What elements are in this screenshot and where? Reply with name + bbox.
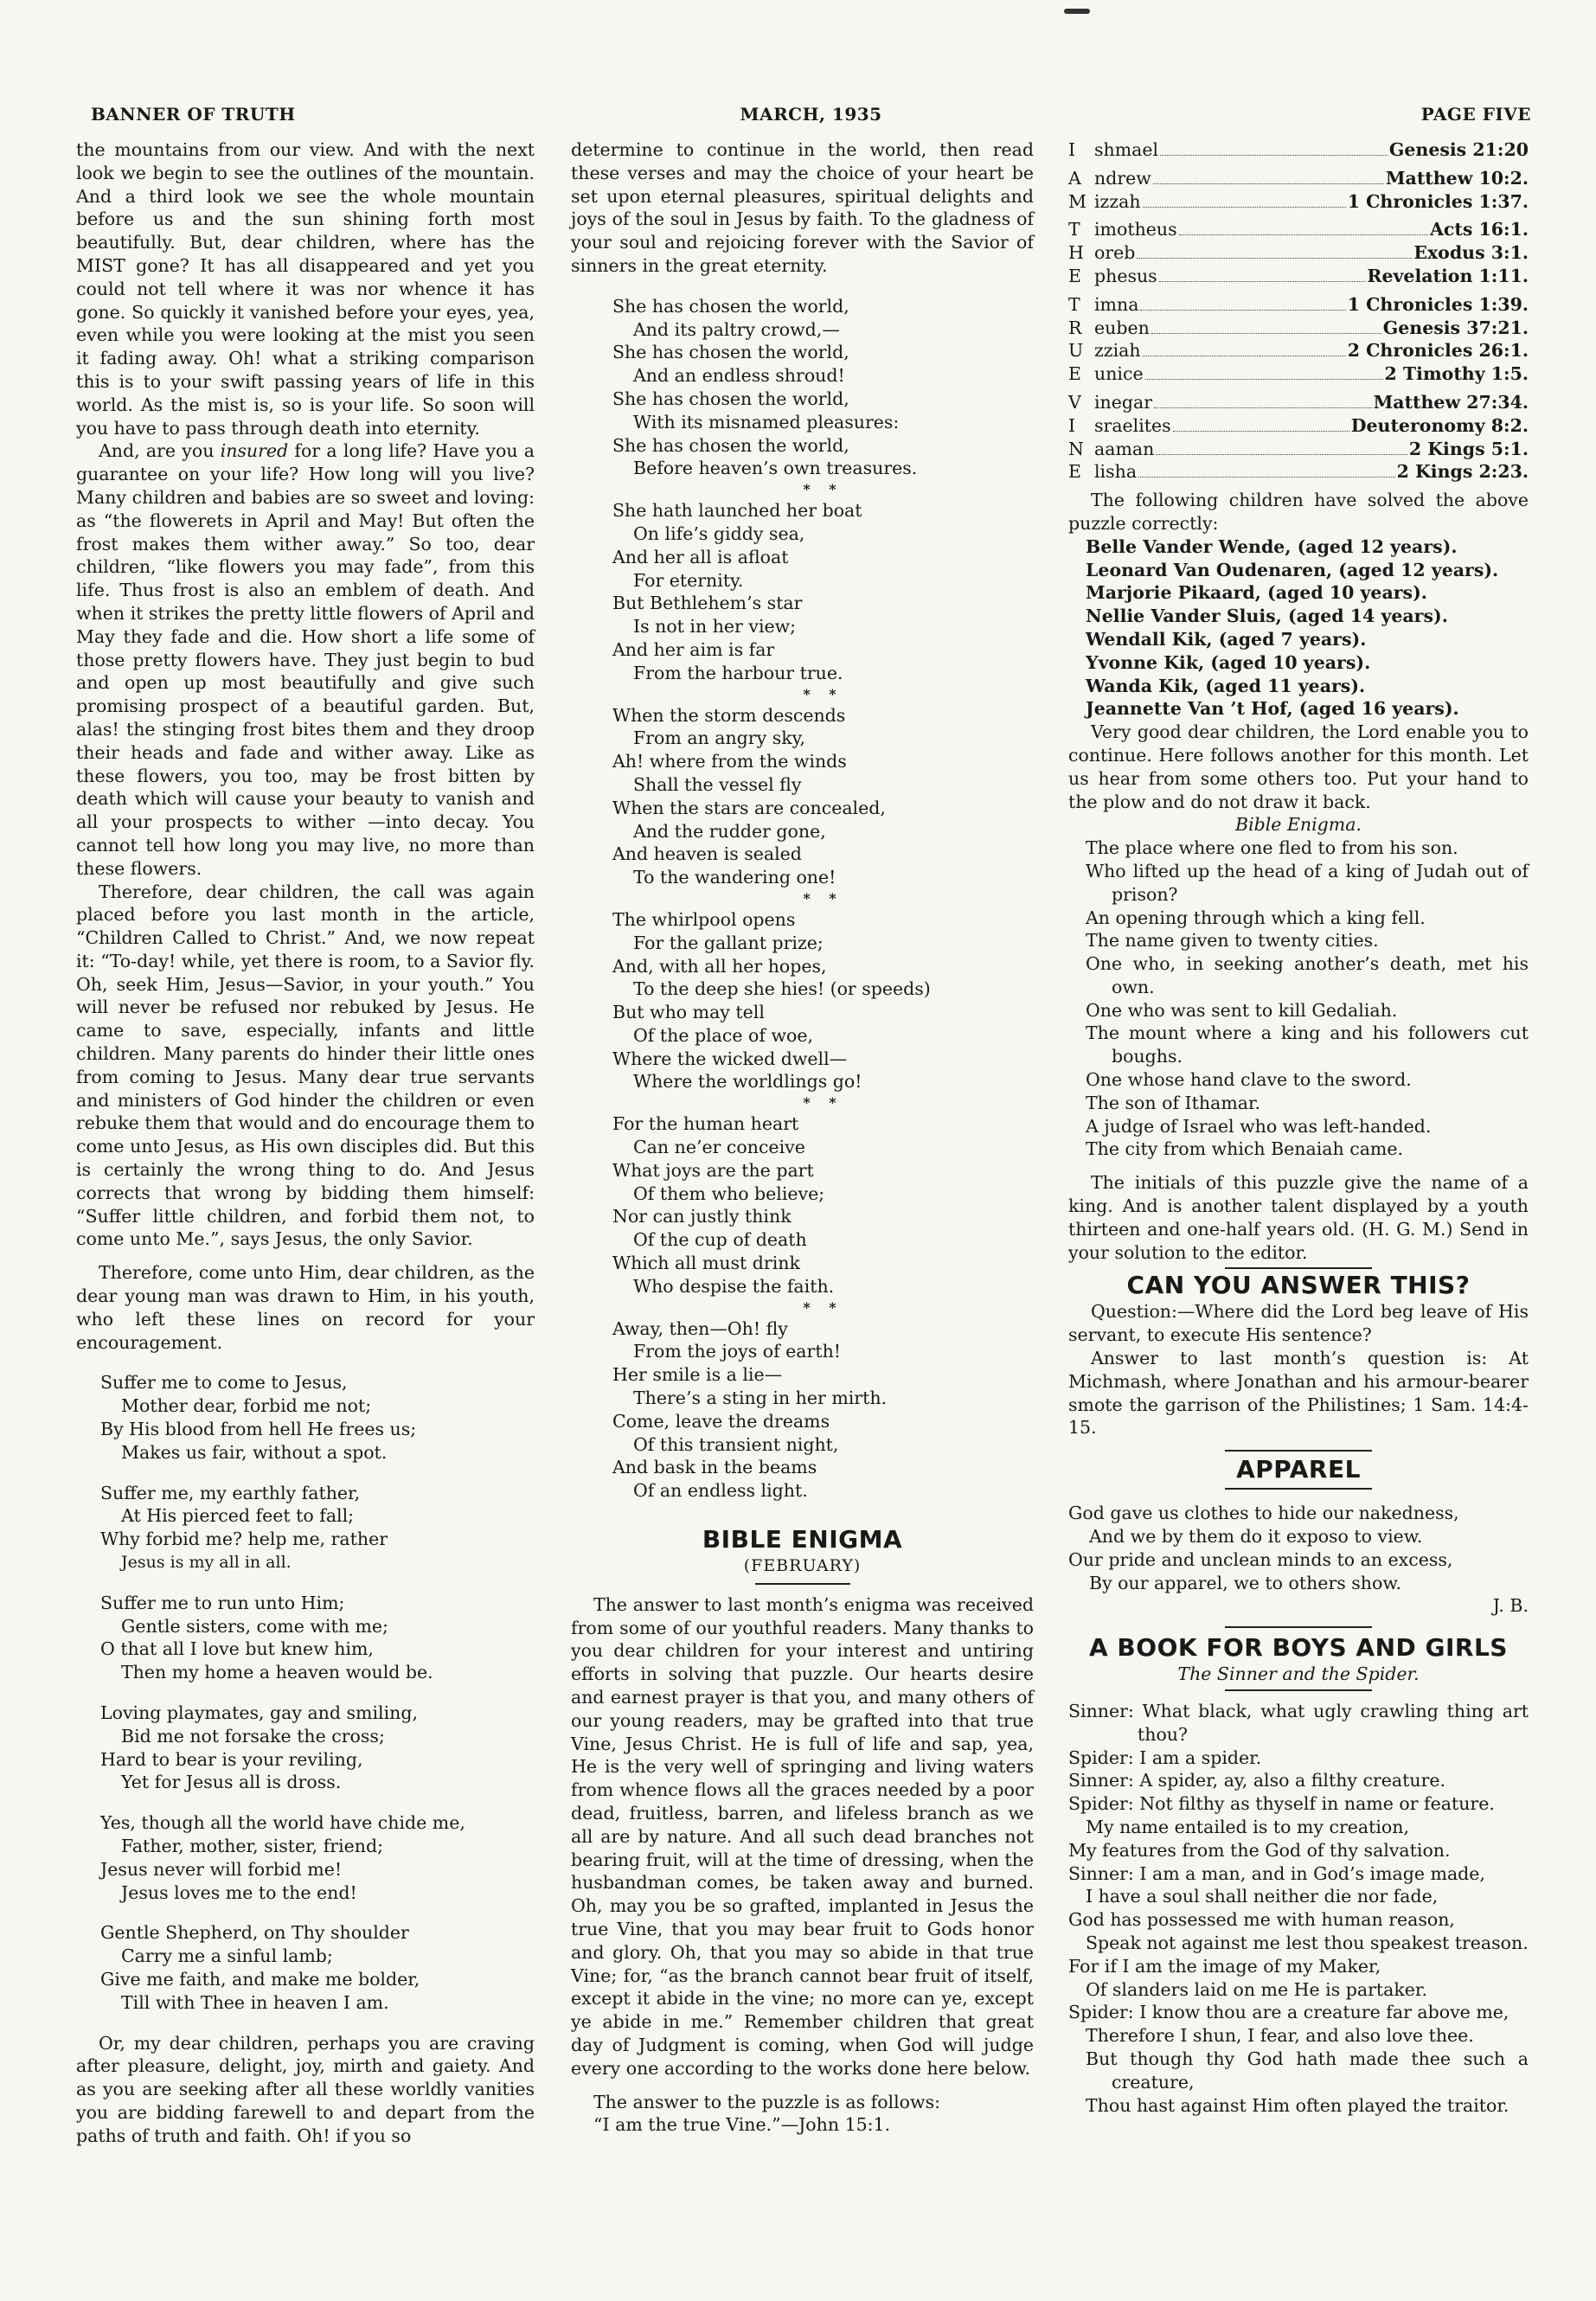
poem-line: Which all must drink <box>612 1253 800 1274</box>
answer-word: sraelites <box>1094 414 1171 436</box>
initial-letter: E <box>1068 461 1081 483</box>
dialogue-line: Spider: I know thou are a creature far above me, <box>1068 2002 1509 2023</box>
stanza-separator: * * <box>803 1298 843 1316</box>
list-item: Wendall Kik, (aged 7 years). <box>1086 628 1367 650</box>
list-item: Who lifted up the head of a king of Judah out of prison? <box>1086 860 1529 905</box>
scripture-ref: 1 Chronicles 1:39. <box>1347 293 1529 315</box>
poem-line: Till with Thee in heaven I am. <box>121 1991 389 2013</box>
answer-word: ndrew <box>1094 167 1151 189</box>
poem-line: Before heaven’s own treasures. <box>633 458 918 479</box>
stanza <box>612 908 1034 1093</box>
poem <box>1068 1502 1529 1618</box>
dialogue-line: My name entailed is to my creation, <box>1086 1817 1409 1837</box>
paragraph: The answer to last month’s enigma was received from some of our youthful readers. Many thanks to you dear children for your interest and untiring efforts in solving that puzzle. Our hearts desire and earnest prayer is that you, and many others of our young readers, may be grafted into that true Vine, Jesus Christ. He is full of life and sap, yea, He is the very well of springing and living waters from whence flows all the graces needed by a poor dead, fruitless, barren, and lifeless branch as we all are by nature. And all such dead branches not bearing fruit, will at the time of dressing, when the husbandman comes, be taken away and burned. Oh, may you be so grafted, implanted in Jesus the true Vine, that you may bear fruit to Gods honor and glory. Oh, that you may so abide in that true Vine; for, “as the branch cannot bear fruit of itself, except it abide in the vine; no more can ye, except ye abide in me.” Remember children that great day of Judgment is coming, when God will judge every one according to the works done here below. <box>571 1593 1034 2079</box>
poem <box>571 295 1034 1503</box>
poem-line: Our pride and unclean minds to an excess, <box>1068 1548 1453 1570</box>
poem-line: At His pierced feet to fall; <box>121 1505 355 1527</box>
divider <box>1225 1267 1372 1269</box>
section-subtitle: The Sinner and the Spider. <box>1177 1663 1420 1685</box>
paragraph: The following children have solved the above puzzle correctly: <box>1068 490 1529 534</box>
poem-line: On life’s giddy sea, <box>633 522 805 544</box>
paragraph: the mountains from our view. And with the next look we begin to see the outlines of the mountain. And a third look we see the whole mountain before us and the sun shining forth most beautifully. But, dear children, where has the MIST gone? It has all disappeared and yet you could not tell where it was nor whence it has gone. So quickly it vanished before your eyes, yea, even while you were looking at the mist you seen it fading away. Oh! what a striking comparison this is to your swift passing years of life in this world. As the mist is, so is your life. So soon will you have to pass through death into eternity. <box>76 139 535 439</box>
answer-group <box>1068 167 1529 214</box>
list-item: The son of Ithamar. <box>1086 1092 1261 1113</box>
poem-line: Can ne’er conceive <box>633 1137 805 1158</box>
poem-line: Of this transient night, <box>633 1433 839 1455</box>
poem-line: When the storm descends <box>612 704 846 726</box>
list-item: Belle Vander Wende, (aged 12 years). <box>1086 535 1458 557</box>
dialogue-line: Of slanders laid on me He is partaker. <box>1086 1978 1427 2000</box>
poem-line: To the deep she hies! (or speeds) <box>633 978 931 1000</box>
scripture-ref: 2 Kings 5:1. <box>1408 438 1529 459</box>
initial-letter: R <box>1068 317 1082 338</box>
poem-line: With its misnamed pleasures: <box>633 411 900 433</box>
answer-group <box>1068 293 1529 386</box>
stanza-separator: * * <box>803 889 843 907</box>
initial-letter: I <box>1068 414 1076 436</box>
poem-line: Gentle Shepherd, on Thy shoulder <box>100 1922 409 1944</box>
poem-line: By His blood from hell He frees us; <box>100 1419 417 1440</box>
dialogue-line: For if I am the image of my Maker, <box>1068 1955 1381 1977</box>
list-item: One who was sent to kill Gedaliah. <box>1086 999 1398 1021</box>
column-1 <box>76 138 535 2148</box>
answer-quote: “I am the true Vine.”—John 15:1. <box>593 2114 891 2136</box>
scan-mark <box>1064 9 1090 14</box>
scripture-ref: 2 Chronicles 26:1. <box>1347 340 1529 362</box>
poem-line: Hard to bear is your reviling, <box>100 1748 363 1770</box>
divider <box>755 1583 850 1585</box>
poem-line: Suffer me, my earthly father, <box>100 1482 361 1503</box>
poem-line: But Bethlehem’s star <box>612 593 803 614</box>
sub-heading: Bible Enigma. <box>1235 814 1362 836</box>
poem-line: Carry me a sinful lamb; <box>121 1945 333 1967</box>
poem-line: She has chosen the world, <box>612 434 849 456</box>
stanza <box>612 295 1034 480</box>
divider <box>1225 1450 1372 1452</box>
dialogue-line: I have a soul shall neither die nor fade, <box>1086 1886 1439 1907</box>
answer-row <box>1068 362 1529 386</box>
answer-group <box>1068 138 1529 162</box>
poem-line: She hath launched her boat <box>612 500 862 522</box>
initial-letter: T <box>1068 293 1080 315</box>
list-item: The city from which Benaiah came. <box>1086 1138 1403 1160</box>
initial-letter: I <box>1068 139 1076 160</box>
answer-word: izzah <box>1094 190 1141 212</box>
dialogue-line: Sinner: What black, what ugly crawling thing art thou? <box>1068 1701 1529 1745</box>
poem-line: Of the cup of death <box>633 1229 807 1251</box>
scripture-ref: 2 Timothy 1:5. <box>1384 363 1529 385</box>
stanza-separator: * * <box>803 685 843 702</box>
page-header <box>91 104 1531 130</box>
poem-line: Of them who believe; <box>633 1183 825 1204</box>
answer-word: lisha <box>1094 461 1138 483</box>
paragraph: determine to continue in the world, then read these verses and may the choice of your heart be set upon eternal pleasures, spiritual delights and joys of the soul in Jesus by faith. To the gladness of your soul and rejoicing forever with the Savior of sinners in the great eternity. <box>571 139 1034 276</box>
scripture-ref: 2 Kings 2:23. <box>1396 461 1529 483</box>
list-item: One whose hand clave to the sword. <box>1086 1069 1412 1091</box>
poem-line: There’s a sting in her mirth. <box>633 1388 888 1409</box>
issue-date: MARCH, 1935 <box>740 104 882 125</box>
stanza-separator: * * <box>803 1094 843 1112</box>
poem-line: She has chosen the world, <box>612 295 849 317</box>
initial-letter: V <box>1068 391 1081 413</box>
text-run: for a long life? Have you a guarantee on your life? How long will you live? Many children and babies are so sweet and loving: as “the flowerets in April and May! But often the frost makes them wither away.” So too, dear children, “like flowers you may fade”, from this life. Thus frost is also an emblem of death. And when it strikes the pretty little flowers of April and May they fade and die. How short a life some of those pretty flowers have. They just begin to bud and open up most beautifully and give such promising prospect of a beautiful garden. But, alas! the stinging frost bites them and they droop their heads and fade and wither away. Like as these flowers, you too, may be frost bitten by death which will cause your beauty to vanish and all your prospects to wither —into decay. You cannot tell how long you may live, no more than these flowers. <box>76 440 535 879</box>
stanza <box>100 1482 535 1574</box>
scripture-ref: Genesis 37:21. <box>1382 317 1529 338</box>
answer-row <box>1068 339 1529 362</box>
section-subtitle: (FEBRUARY) <box>743 1556 862 1576</box>
initial-letter: T <box>1068 219 1080 240</box>
list-item: Marjorie Pikaard, (aged 10 years). <box>1086 582 1427 604</box>
poem-line: O that all I love but knew him, <box>100 1638 374 1660</box>
answer-word: unice <box>1094 363 1144 385</box>
solver-list <box>1068 535 1529 721</box>
dialogue-line: Sinner: A spider, ay, also a filthy creature. <box>1068 1770 1446 1791</box>
dialogue-line: Spider: Not filthy as thyself in name or feature. <box>1068 1793 1495 1815</box>
scripture-ref: Matthew 27:34. <box>1373 391 1529 413</box>
answer-word: zziah <box>1094 340 1141 362</box>
stanza <box>612 704 1034 889</box>
list-item: Nellie Vander Sluis, (aged 14 years). <box>1086 606 1448 627</box>
page-number: PAGE FIVE <box>1420 104 1531 125</box>
scripture-ref: 1 Chronicles 1:37. <box>1347 190 1529 212</box>
answer-row <box>1068 391 1529 414</box>
poem-line: And its paltry crowd,— <box>633 318 840 340</box>
initial-letter: U <box>1068 340 1084 362</box>
dialogue-line: But though thy God hath made thee such a creature, <box>1086 2048 1529 2093</box>
list-item: The mount where a king and his followers cut boughs. <box>1086 1022 1529 1067</box>
poem-line: From the joys of earth! <box>633 1341 842 1362</box>
paragraph: Or, my dear children, perhaps you are craving after pleasure, delight, joy, mirth and gaiety. And as you are seeking after all these worldly vanities you are bidding farewell to and depart from the paths of truth and faith. Oh! if you so <box>76 2032 535 2146</box>
poem-line: For the gallant prize; <box>633 932 824 953</box>
poem-line: Yes, though all the world have chide me, <box>100 1812 465 1834</box>
scripture-ref: Genesis 21:20 <box>1388 139 1529 160</box>
answer-row <box>1068 293 1529 317</box>
poem-line: Where the wicked dwell— <box>612 1048 848 1069</box>
author-initials: J. B. <box>1492 1595 1529 1617</box>
answer-word: phesus <box>1094 265 1157 286</box>
publication-title: BANNER OF TRUTH <box>91 104 296 125</box>
answer-word: inegar <box>1094 391 1153 413</box>
poem-line: Ah! where from the winds <box>612 751 847 772</box>
divider <box>1225 1626 1372 1628</box>
list-item: Yvonne Kik, (aged 10 years). <box>1086 651 1371 673</box>
scripture-ref: Exodus 3:1. <box>1413 242 1529 264</box>
answer-word: shmael <box>1094 139 1159 160</box>
scripture-ref: Matthew 10:2. <box>1385 167 1529 189</box>
paragraph: Very good dear children, the Lord enable you to continue. Here follows another for this month. Let us hear from some others too. Put your hand to the plow and do not draw it back. <box>1068 721 1529 812</box>
answer-row <box>1068 414 1529 438</box>
answer-word: oreb <box>1094 242 1136 264</box>
poem-line: Jesus is my all in all. <box>121 1553 292 1573</box>
column-3 <box>1068 138 1529 2117</box>
dialogue-line: My features from the God of thy salvation. <box>1068 1839 1451 1861</box>
poem-line: And heaven is sealed <box>612 843 802 865</box>
stanza-separator: * * <box>803 481 843 498</box>
answer-row <box>1068 460 1529 484</box>
answer-row <box>1068 317 1529 340</box>
list-item: The name given to twenty cities. <box>1086 930 1379 952</box>
poem-line: And we by them do it exposo to view. <box>1089 1526 1423 1548</box>
paragraph: Therefore, dear children, the call was again placed before you last month in the article, “Children Called to Christ.” And, we now repeat it: “To-day! while, yet there is room, to a Savior fly. Oh, seek Him, Jesus—Savior, in your youth.” You will never be refused nor rebuked by Jesus. He came to save, especially, infants and little children. Many parents do hinder their little ones from coming to Jesus. Many dear true servants and ministers of God hinder the children or even rebuke them that would and do encourage them to come unto Jesus, as His own disciples did. But this is certainly the wrong thing to do. And Jesus corrects that wrong by bidding them himself: “Suffer little children, and forbid them not, to come unto Me.”, says Jesus, the only Savior. <box>76 881 535 1250</box>
answer-row <box>1068 138 1529 162</box>
paragraph: Answer to last month’s question is: At Michmash, where Jonathan and his armour-bearer smote the garrison of the Philistines; 1 Sam. 14:4-15. <box>1068 1348 1529 1439</box>
section-title: CAN YOU ANSWER THIS? <box>1126 1271 1471 1300</box>
column-2 <box>571 138 1034 2137</box>
poem-line: By our apparel, we to others show. <box>1089 1572 1401 1593</box>
poem-line: Who despise the faith. <box>633 1275 835 1297</box>
poem-line: And her aim is far <box>612 638 775 660</box>
dialogue-line: Speak not against me lest thou speakest treason. <box>1086 1932 1529 1953</box>
poem-line: Suffer me to come to Jesus, <box>100 1372 348 1394</box>
initial-letter: M <box>1068 190 1086 212</box>
text-run: And, are you <box>99 440 221 462</box>
answer-word: imna <box>1094 293 1139 315</box>
poem-line: Gentle sisters, come with me; <box>121 1615 388 1637</box>
dialogue <box>1068 1700 1529 2117</box>
answer-row <box>1068 190 1529 214</box>
clue-list <box>1068 836 1529 1161</box>
paragraph: Therefore, come unto Him, dear children, as the dear young man was drawn to Him, in his youth, who left these lines on record for your encouragement. <box>76 1262 535 1353</box>
poem-line: When the stars are concealed, <box>612 797 886 818</box>
paragraph <box>76 439 535 880</box>
initial-letter: A <box>1068 167 1081 189</box>
poem-line: From an angry sky, <box>633 727 806 749</box>
poem-line: Father, mother, sister, friend; <box>121 1835 383 1856</box>
poem-line: Yet for Jesus all is dross. <box>121 1772 342 1793</box>
answer-row <box>1068 218 1529 241</box>
scripture-ref: Deuteronomy 8:2. <box>1350 414 1529 436</box>
initial-letter: E <box>1068 265 1081 286</box>
list-item: A judge of Israel who was left-handed. <box>1086 1115 1432 1137</box>
poem-line: To the wandering one! <box>633 867 836 888</box>
answer-word: imotheus <box>1094 219 1177 240</box>
stanza <box>100 1811 535 1904</box>
poem-line: Shall the vessel fly <box>633 773 802 795</box>
initial-letter: N <box>1068 438 1084 459</box>
scripture-ref: Acts 16:1. <box>1429 219 1529 240</box>
dialogue-line: Spider: I am a spider. <box>1068 1747 1262 1768</box>
poem-line: Loving playmates, gay and smiling, <box>100 1702 418 1723</box>
enigma-answer-list <box>1068 138 1529 484</box>
answer-row <box>1068 241 1529 265</box>
poem-line: For eternity. <box>633 569 744 591</box>
list-item: An opening through which a king fell. <box>1086 907 1426 928</box>
poem <box>76 1371 535 2014</box>
stanza <box>100 1702 535 1794</box>
stanza <box>100 1592 535 1684</box>
poem-line: The whirlpool opens <box>612 908 796 930</box>
poem-line: Of an endless light. <box>633 1480 808 1502</box>
divider <box>1225 1488 1372 1490</box>
dialogue-line: Thou hast against Him often played the traitor. <box>1086 2094 1509 2116</box>
section-title: BIBLE ENIGMA <box>702 1525 903 1554</box>
dialogue-line: Sinner: I am a man, and in God’s image made, <box>1068 1862 1485 1884</box>
poem-line: She has chosen the world, <box>612 342 849 363</box>
section-title: A BOOK FOR BOYS AND GIRLS <box>1089 1633 1508 1663</box>
poem-line: What joys are the part <box>612 1159 814 1181</box>
poem-line: Her smile is a lie— <box>612 1364 783 1386</box>
answer-group <box>1068 391 1529 484</box>
poem-line: Of the place of woe, <box>633 1024 814 1046</box>
poem-line: Suffer me to run unto Him; <box>100 1592 345 1613</box>
poem-line: Bid me not forsake the cross; <box>121 1725 385 1747</box>
initial-letter: E <box>1068 363 1081 385</box>
poem-line: And her all is afloat <box>612 546 789 567</box>
initial-letter: H <box>1068 242 1084 264</box>
poem-line: Jesus never will forbid me! <box>100 1858 343 1880</box>
emphasis: insured <box>220 440 289 462</box>
list-item: Wanda Kik, (aged 11 years). <box>1086 675 1366 696</box>
answer-row <box>1068 265 1529 288</box>
poem-line: Then my home a heaven would be. <box>121 1662 433 1683</box>
poem-line: For the human heart <box>612 1113 799 1135</box>
poem-line: Why forbid me? help me, rather <box>100 1529 388 1550</box>
answer-word: euben <box>1094 317 1150 338</box>
poem-line: But who may tell <box>612 1002 765 1023</box>
poem-line: Nor can justly think <box>612 1206 792 1227</box>
poem-line: Come, leave the dreams <box>612 1410 830 1432</box>
poem-line: And, with all her hopes, <box>612 955 827 977</box>
section-title: APPAREL <box>1236 1455 1361 1484</box>
poem-line: Give me faith, and make me bolder, <box>100 1968 420 1990</box>
poem-line: And an endless shroud! <box>633 365 845 387</box>
stanza <box>612 1112 1034 1298</box>
answer-row <box>1068 438 1529 461</box>
poem-line: She has chosen the world, <box>612 388 849 409</box>
paragraph: The answer to the puzzle is as follows: <box>593 2091 940 2112</box>
list-item: The place where one fled to from his son. <box>1086 837 1458 859</box>
dialogue-line: Therefore I shun, I fear, and also love thee. <box>1086 2025 1474 2047</box>
poem-line: Away, then—Oh! fly <box>612 1317 788 1339</box>
poem-line: And bask in the beams <box>612 1457 817 1478</box>
stanza <box>100 1921 535 2014</box>
answer-row <box>1068 167 1529 190</box>
poem-line: From the harbour true. <box>633 662 843 683</box>
dialogue-line: God has possessed me with human reason, <box>1068 1909 1455 1931</box>
poem-line: Jesus loves me to the end! <box>121 1881 357 1903</box>
poem-line: God gave us clothes to hide our nakedness, <box>1068 1503 1459 1524</box>
divider <box>1225 1689 1372 1691</box>
poem-line: Mother dear, forbid me not; <box>121 1395 372 1417</box>
answer-group <box>1068 218 1529 287</box>
poem-line: And the rudder gone, <box>633 820 826 842</box>
answer-word: aaman <box>1094 438 1155 459</box>
scripture-ref: Revelation 1:11. <box>1367 265 1529 286</box>
stanza <box>612 499 1034 684</box>
poem-line: Makes us fair, without a spot. <box>121 1441 388 1463</box>
list-item: Leonard Van Oudenaren, (aged 12 years). <box>1086 559 1499 580</box>
paragraph: The initials of this puzzle give the name of a king. And is another talent displayed by a youth thirteen and one-half years old. (H. G. M.) Send in your solution to the editor. <box>1068 1172 1529 1263</box>
stanza <box>100 1371 535 1464</box>
list-item: Jeannette Van ’t Hof, (aged 16 years). <box>1086 698 1459 720</box>
paragraph: Question:—Where did the Lord beg leave of His servant, to execute His sentence? <box>1068 1301 1529 1346</box>
stanza <box>612 1317 1034 1503</box>
poem-line: Is not in her view; <box>633 616 797 638</box>
list-item: One who, in seeking another’s death, met his own. <box>1086 953 1529 997</box>
poem-line: Where the worldlings go! <box>633 1071 862 1093</box>
